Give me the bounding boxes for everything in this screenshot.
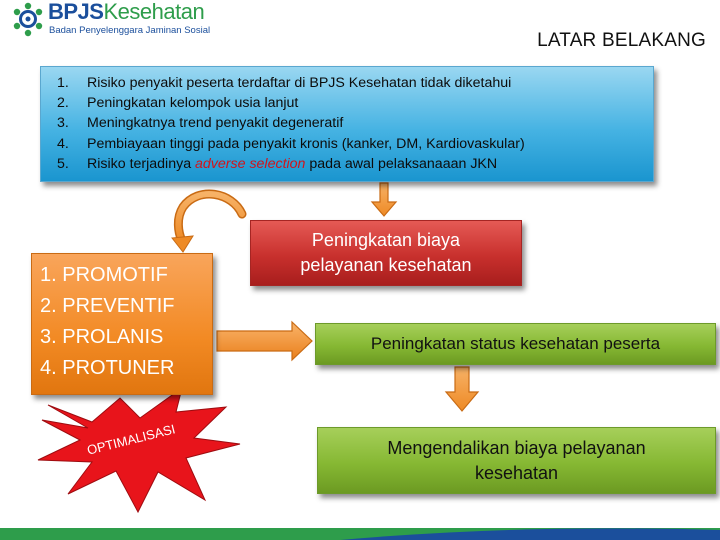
starburst-shape bbox=[38, 388, 240, 512]
logo-brand-kesehatan: Kesehatan bbox=[103, 0, 205, 24]
footer-stripe bbox=[0, 528, 720, 540]
risk-text: Risiko penyakit peserta terdaftar di BPJS Kesehatan tidak diketahui bbox=[87, 75, 512, 91]
down-arrow-icon bbox=[446, 367, 478, 411]
risk-item bbox=[49, 134, 653, 154]
program-item: 2. PREVENTIF bbox=[40, 295, 175, 317]
risk-number: 4. bbox=[57, 135, 69, 152]
risk-number: 2. bbox=[57, 95, 69, 112]
slide-title: LATAR BELAKANG bbox=[537, 30, 706, 51]
cost-control-line: kesehatan bbox=[474, 462, 559, 483]
risk-text: pada awal pelaksanaaan JKN bbox=[305, 155, 498, 172]
risk-item bbox=[49, 154, 653, 174]
down-arrow-icon bbox=[372, 183, 396, 216]
logo-subtitle: Badan Penyelenggara Jaminan Sosial bbox=[49, 25, 211, 36]
risk-text: Meningkatnya trend penyakit degeneratif bbox=[87, 115, 344, 132]
risk-emphasis: adverse selection bbox=[195, 155, 306, 172]
risk-item bbox=[49, 113, 653, 133]
curved-arrow-icon bbox=[172, 194, 242, 252]
risk-number: 5. bbox=[57, 155, 69, 172]
program-item: 4. PROTUNER bbox=[40, 357, 175, 379]
cost-control-box bbox=[317, 427, 716, 494]
risk-text: Peningkatan kelompok usia lanjut bbox=[87, 95, 299, 112]
program-list-box bbox=[31, 253, 213, 395]
right-arrow-icon bbox=[217, 322, 312, 360]
risk-number: 1. bbox=[57, 75, 69, 91]
logo-brand-bpjs: BPJS bbox=[48, 0, 104, 24]
risk-number: 3. bbox=[57, 115, 69, 132]
risk-text: Risiko terjadinya bbox=[87, 155, 196, 172]
optimization-label: OPTIMALISASI bbox=[85, 421, 177, 458]
cost-box-line: pelayanan kesehatan bbox=[300, 255, 472, 275]
program-item: 1. PROMOTIF bbox=[40, 264, 168, 286]
cost-box-line: Peningkatan biaya bbox=[311, 230, 461, 250]
risk-item bbox=[49, 73, 653, 93]
risk-item bbox=[49, 93, 653, 113]
cost-control-line: Mengendalikan biaya pelayanan bbox=[387, 437, 646, 458]
risk-text: Pembiayaan tinggi pada penyakit kronis (kanker, DM, Kardiovaskular) bbox=[87, 135, 525, 152]
health-status-box bbox=[315, 323, 716, 365]
cost-increase-box bbox=[250, 220, 522, 286]
program-item: 3. PROLANIS bbox=[40, 326, 164, 348]
risk-list-box bbox=[40, 66, 654, 182]
health-status-text: Peningkatan status kesehatan peserta bbox=[370, 334, 661, 353]
